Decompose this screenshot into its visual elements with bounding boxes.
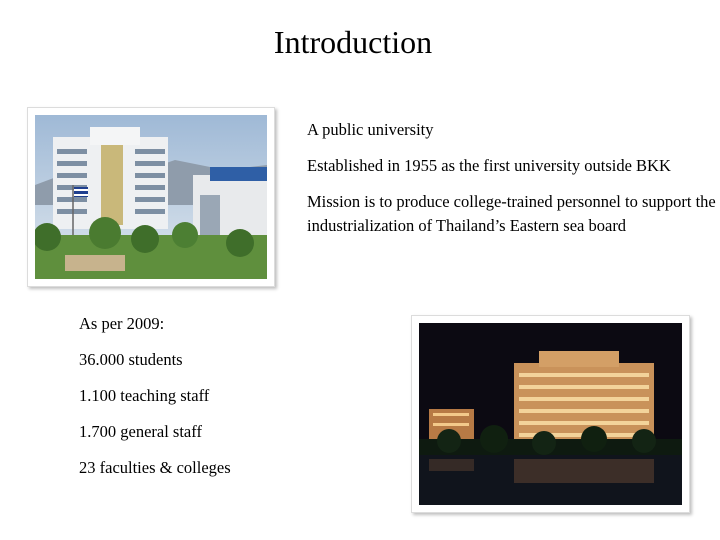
intro-bullet-list <box>307 118 717 250</box>
campus-night-photo <box>411 315 690 513</box>
bullet-established: Established in 1955 as the first university outside BKK <box>307 156 671 175</box>
campus-day-photo <box>27 107 275 287</box>
campus-night-photo-image <box>419 323 682 505</box>
bullet-public-university: A public university <box>307 120 434 139</box>
stat-faculties: 23 faculties & colleges <box>79 458 231 477</box>
stat-teaching-staff: 1.100 teaching staff <box>79 386 210 405</box>
stats-list <box>79 312 379 492</box>
slide-title: Introduction <box>273 24 433 60</box>
stat-students: 36.000 students <box>79 350 183 369</box>
campus-day-photo-image <box>35 115 267 279</box>
stats-heading: As per 2009: <box>79 314 165 333</box>
stat-general-staff: 1.700 general staff <box>79 422 202 441</box>
bullet-mission: Mission is to produce college-trained personnel to support the industrialization of Thailand’s Eastern sea board <box>307 192 716 235</box>
